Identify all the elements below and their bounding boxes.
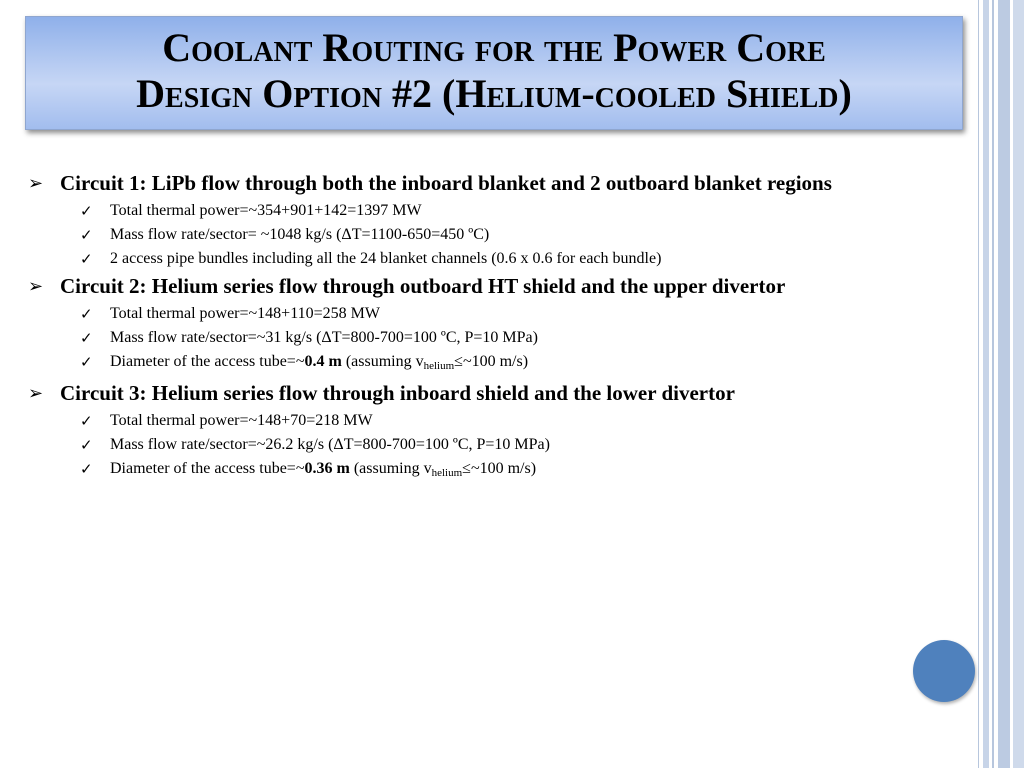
item-text: 2 access pipe bundles including all the 24 blanket channels (0.6 x 0.6 for each bundle) (110, 250, 662, 267)
item-text: Total thermal power=~148+70=218 MW (110, 412, 373, 429)
slide-title-box (25, 16, 963, 130)
item-text: Mass flow rate/sector=~26.2 kg/s (ΔT=800-700=100 ºC, P=10 MPa) (110, 436, 550, 453)
decorative-circle (913, 640, 975, 702)
circuit-2-heading: Circuit 2: Helium series flow through outboard HT shield and the upper divertor (60, 274, 786, 298)
circuit-1-item (28, 223, 928, 247)
circuit-2-item (28, 302, 928, 326)
checkmark-icon: ✓ (80, 460, 93, 478)
tube-prefix: Diameter of the access tube=~ (110, 460, 305, 477)
decor-stripe (998, 0, 1010, 768)
circuit-3-item (28, 457, 928, 485)
circuit-3-bullet (28, 378, 928, 409)
circuit-1-item (28, 247, 928, 271)
checkmark-icon: ✓ (80, 353, 93, 371)
circuit-1-bullet (28, 168, 928, 199)
tube-prefix: Diameter of the access tube=~ (110, 353, 305, 370)
circuit-1-item (28, 199, 928, 223)
checkmark-icon: ✓ (80, 226, 93, 244)
item-text: Mass flow rate/sector=~31 kg/s (ΔT=800-700=100 ºC, P=10 MPa) (110, 329, 538, 346)
circuit-2-item (28, 326, 928, 350)
checkmark-icon: ✓ (80, 305, 93, 323)
item-text: Total thermal power=~354+901+142=1397 MW (110, 202, 422, 219)
circuit-3-heading: Circuit 3: Helium series flow through inboard shield and the lower divertor (60, 381, 735, 405)
checkmark-icon: ✓ (80, 436, 93, 454)
circuit-3-item (28, 409, 928, 433)
tube-subscript: helium (431, 467, 463, 479)
checkmark-icon: ✓ (80, 329, 93, 347)
checkmark-icon: ✓ (80, 250, 93, 268)
decor-stripe (1013, 0, 1024, 768)
decor-stripe (992, 0, 994, 768)
circuit-1-heading: Circuit 1: LiPb flow through both the inboard blanket and 2 outboard blanket regions (60, 171, 832, 195)
checkmark-icon: ✓ (80, 412, 93, 430)
item-text: Mass flow rate/sector= ~1048 kg/s (ΔT=1100-650=450 ºC) (110, 226, 490, 243)
tube-value: 0.36 m (304, 460, 350, 477)
decor-stripe (978, 0, 979, 768)
checkmark-icon: ✓ (80, 202, 93, 220)
circuit-2-item (28, 350, 928, 378)
tube-subscript: helium (423, 360, 455, 372)
item-text: Total thermal power=~148+110=258 MW (110, 305, 380, 322)
decor-stripe (983, 0, 989, 768)
tube-assume: (assuming v (341, 353, 424, 370)
slide-title-line-2: Design Option #2 (Helium-cooled Shield) (136, 71, 852, 116)
tube-assume: (assuming v (349, 460, 432, 477)
circuit-3-item (28, 433, 928, 457)
slide-title-line-1: Coolant Routing for the Power Core (162, 25, 826, 70)
circuit-2-bullet (28, 271, 928, 302)
arrow-bullet-icon: ➢ (28, 383, 44, 404)
tube-suffix: ≤~100 m/s) (454, 353, 529, 370)
arrow-bullet-icon: ➢ (28, 173, 44, 194)
arrow-bullet-icon: ➢ (28, 276, 44, 297)
tube-value: 0.4 m (304, 353, 342, 370)
tube-suffix: ≤~100 m/s) (462, 460, 537, 477)
slide-body (28, 168, 928, 485)
